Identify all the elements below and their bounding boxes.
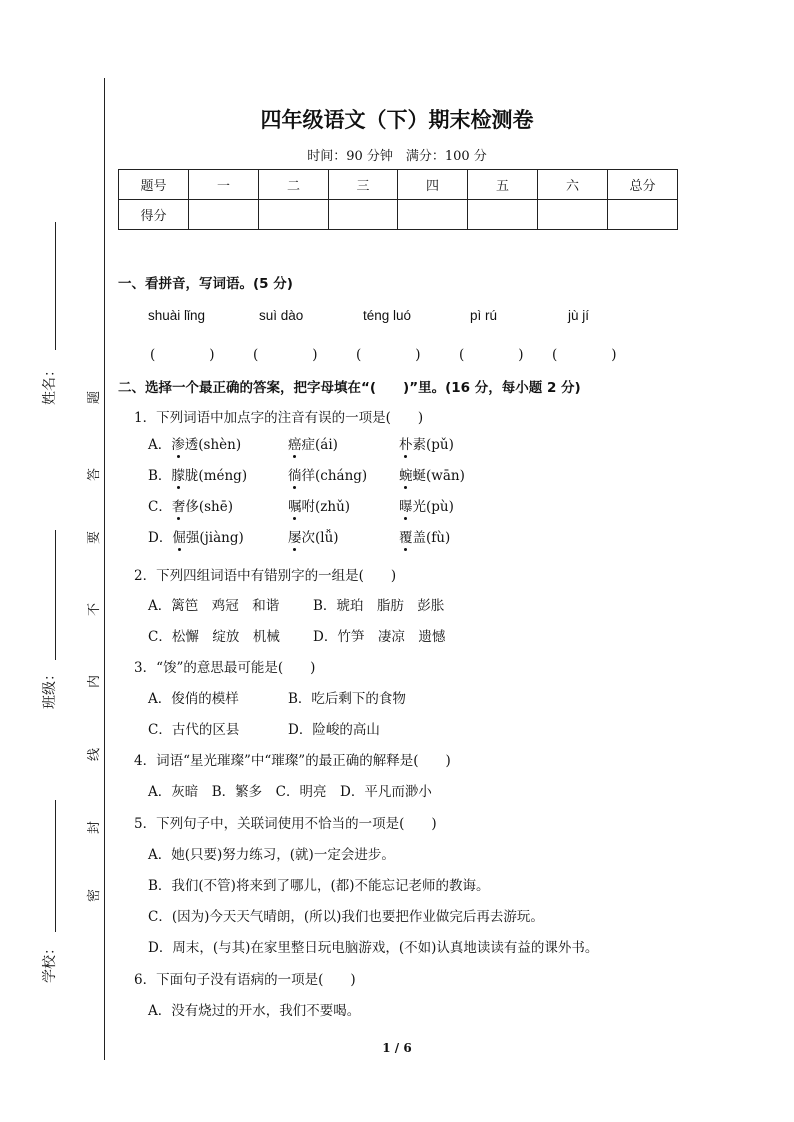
seal-char: 要 [87,530,103,545]
dotted-char: 覆 [399,530,413,546]
section1-heading: 一、看拼音，写词语。(5 分) [118,276,293,292]
table-cell: 总分 [608,170,678,200]
table-cell: 六 [538,170,608,200]
class-write-line [55,530,56,660]
option-letter: B． [148,468,172,484]
dotted-char: 曝 [399,499,413,515]
class-label: 班级： [42,667,58,709]
question-6-stem: 6．下面句子没有语病的一项是( ) [134,972,356,988]
dotted-char: 朴 [399,437,413,453]
dotted-char: 嘱 [288,499,302,515]
pinyin-item: jù jí [568,308,590,323]
word-pinyin: 素(pǔ) [412,437,454,453]
q2-option-d[interactable]: D．竹笋 凄凉 遗憾 [313,629,446,645]
question-2-stem: 2．下列四组词语中有错别字的一组是( ) [134,568,397,584]
dotted-char: 渗 [171,437,185,453]
score-table-header-row [119,170,678,200]
section2-heading: 二、选择一个最正确的答案，把字母填在“( )”里。(16 分，每小题 2 分) [118,380,581,396]
table-cell: 三 [329,170,398,200]
word-pinyin: 侈(shē) [185,499,233,515]
q4-options[interactable]: A．灰暗 B．繁多 C．明亮 D．平凡而渺小 [148,784,432,800]
word-pinyin: 徉(cháng) [301,468,368,484]
word-pinyin: 盖(fù) [412,530,451,546]
school-label: 学校： [42,941,58,983]
q1-option-d-word3 [399,526,450,546]
table-cell: 二 [259,170,329,200]
question-5-stem: 5．下列句子中，关联词使用不恰当的一项是( ) [134,816,437,832]
seal-char: 不 [87,602,103,617]
q2-option-a[interactable]: A．篱笆 鸡冠 和谐 [148,598,280,614]
question-1-stem: 1．下列词语中加点字的注音有误的一项是( ) [134,410,424,426]
option-letter: D． [148,530,173,546]
dotted-char: 奢 [171,499,186,515]
q1-option-a[interactable] [148,433,241,453]
name-label: 姓名： [42,363,58,405]
q5-option-b[interactable]: B．我们(不管)将来到了哪儿，(都)不能忘记老师的教诲。 [148,878,490,894]
score-cell[interactable] [329,200,398,230]
q1-option-a-word3 [399,433,454,453]
dotted-char: 倔 [172,530,186,546]
answer-blank[interactable]: ( ) [552,347,617,363]
pinyin-item: pì rú [470,308,498,323]
answer-blank[interactable]: ( ) [253,347,318,363]
pinyin-item: téng luó [363,308,412,323]
school-write-line [55,800,56,932]
word-pinyin: 次(lǚ) [301,530,339,546]
seal-char: 线 [87,747,103,762]
q3-option-a[interactable]: A．俊俏的模样 [148,691,239,707]
seal-char: 内 [87,674,103,689]
option-letter: A． [148,437,172,453]
seal-char: 题 [87,390,103,405]
dotted-char: 癌 [288,437,302,453]
q3-option-c[interactable]: C．古代的区县 [148,722,240,738]
page-title: 四年级语文（下）期末检测卷 [260,108,534,132]
page-number: 1 / 6 [382,1041,412,1055]
score-cell[interactable] [189,200,259,230]
q1-option-c-word3 [399,495,454,515]
q2-option-c[interactable]: C．松懈 绽放 机械 [148,629,280,645]
dotted-char: 朦 [171,468,185,484]
seal-char: 答 [87,467,103,482]
name-write-line [55,222,56,350]
dotted-char: 徜 [288,468,302,484]
q1-option-d-word2 [288,526,339,546]
word-pinyin: 蜒(wān) [412,468,465,484]
score-cell[interactable] [259,200,329,230]
seal-char: 密 [87,888,103,903]
question-3-stem: 3．“馂”的意思最可能是( ) [134,660,316,676]
q1-option-b-word3 [399,464,465,484]
score-cell[interactable] [398,200,468,230]
word-pinyin: 症(ái) [301,437,338,453]
q5-option-d[interactable]: D．周末，(与其)在家里整日玩电脑游戏，(不如)认真地读读有益的课外书。 [148,940,599,956]
word-pinyin: 光(pù) [412,499,454,515]
answer-blank[interactable]: ( ) [356,347,421,363]
dotted-char: 蜿 [399,468,413,484]
exam-info: 时间：90 分钟 满分：100 分 [307,149,487,164]
score-table-score-row [119,200,678,230]
binding-line [104,78,105,1060]
table-cell: 五 [468,170,538,200]
pinyin-item: shuài lǐng [148,308,206,323]
question-4-stem: 4．词语“星光璀璨”中“璀璨”的最正确的解释是( ) [134,753,451,769]
q1-option-b-word2 [288,464,367,484]
q2-option-b[interactable]: B．琥珀 脂肪 彭胀 [313,598,445,614]
q1-option-c[interactable] [148,495,233,515]
q6-option-a[interactable]: A．没有烧过的开水，我们不要喝。 [148,1003,361,1019]
answer-blank[interactable]: ( ) [459,347,524,363]
seal-char: 封 [87,820,103,835]
option-letter: C． [148,499,172,515]
q1-option-c-word2 [288,495,350,515]
table-cell: 一 [189,170,259,200]
table-cell: 题号 [119,170,189,200]
score-cell[interactable] [468,200,538,230]
score-table [118,169,678,230]
score-cell[interactable] [538,200,608,230]
q5-option-a[interactable]: A．她(只要)努力练习，(就)一定会进步。 [148,847,395,863]
answer-blank[interactable]: ( ) [150,347,215,363]
score-cell[interactable] [608,200,678,230]
table-cell: 得分 [119,200,189,230]
q1-option-d[interactable] [148,526,244,546]
word-pinyin: 强(jiàng) [185,530,244,546]
word-pinyin: 咐(zhǔ) [301,499,351,515]
dotted-char: 屡 [288,530,302,546]
q1-option-a-word2 [288,433,338,453]
word-pinyin: 胧(méng) [184,468,248,484]
q3-option-d[interactable]: D．险峻的高山 [288,722,380,738]
q1-option-b[interactable] [148,464,247,484]
q5-option-c[interactable]: C．(因为)今天天气晴朗，(所以)我们也要把作业做完后再去游玩。 [148,909,544,925]
word-pinyin: 透(shèn) [184,437,242,453]
q3-option-b[interactable]: B．吃后剩下的食物 [288,691,406,707]
table-cell: 四 [398,170,468,200]
pinyin-item: suì dào [259,308,304,323]
